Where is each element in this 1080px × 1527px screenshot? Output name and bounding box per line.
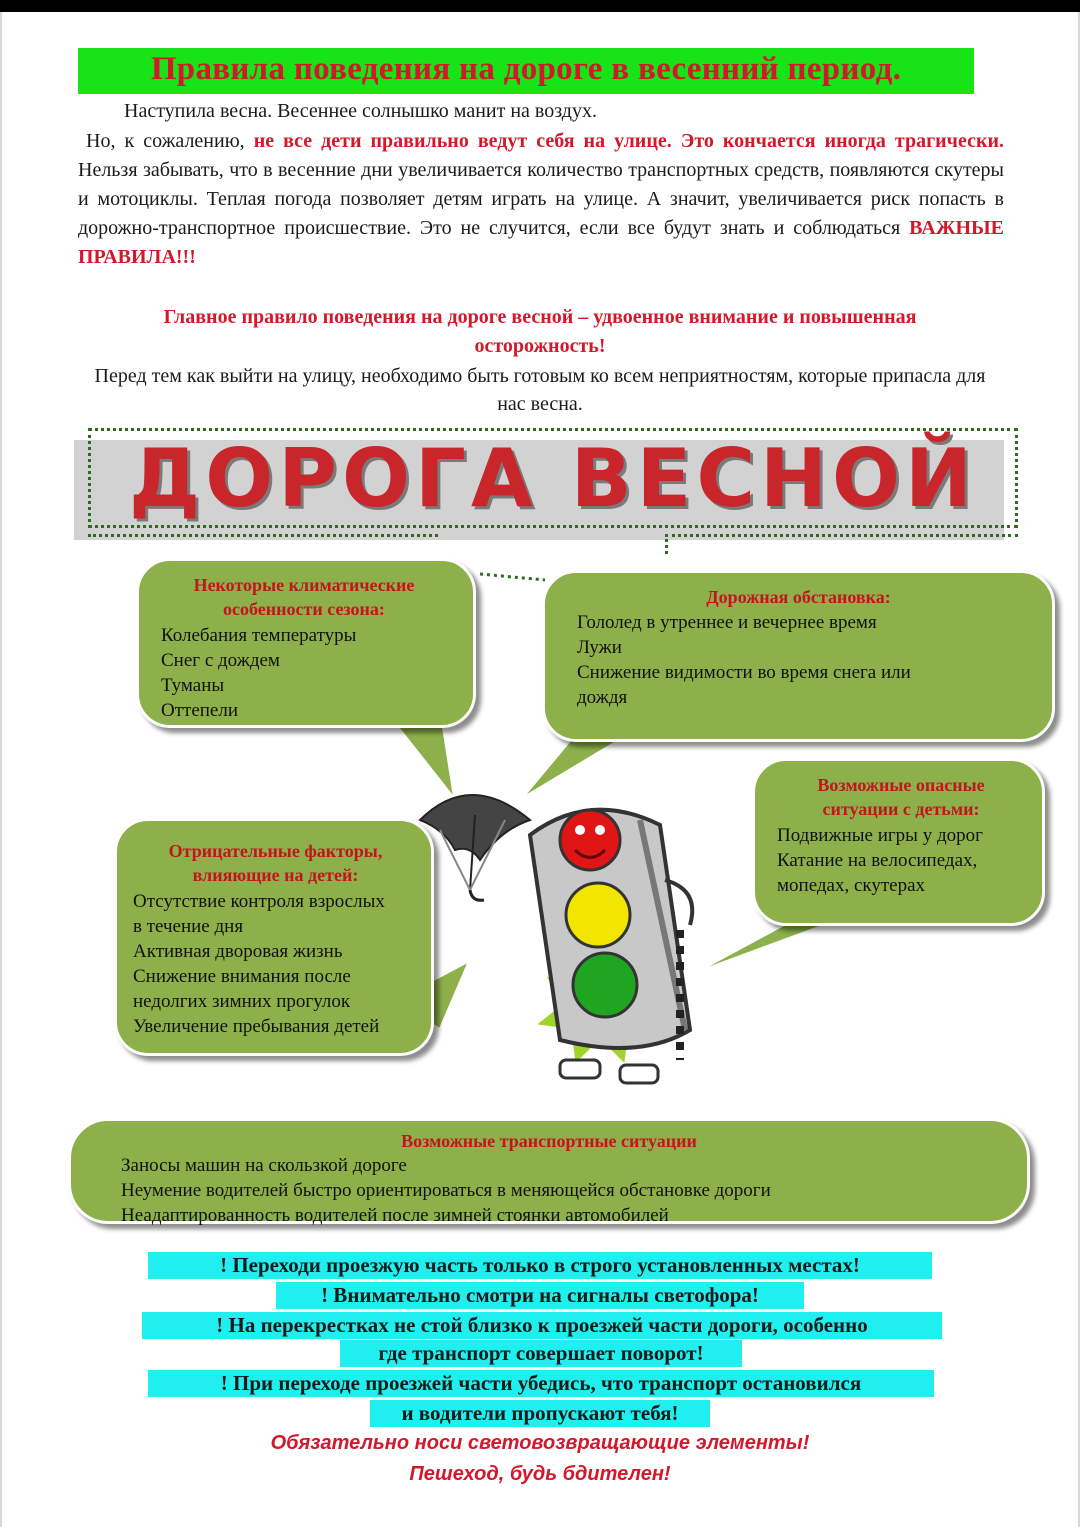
transport-bubble (68, 1118, 1030, 1224)
intro-rest: Нельзя забывать, что в весенние дни увеличивается количество транспортных средств, появляются скутеры и мотоциклы. Теплая погода позволяет детям играть на улице. А значит, увеличивается риск попасть в дорожно-транспортное происшествие. Это не случится, если все будут знать и соблюдаться (78, 159, 1004, 239)
climate-bubble (136, 558, 476, 728)
negative-bubble (114, 818, 434, 1056)
danger-bubble (752, 758, 1045, 926)
negative-heading: Отрицательные факторы, влияющие на детей: (168, 841, 383, 885)
before-text: Перед тем как выйти на улицу, необходимо быть готовым ко всем неприятностям, которые припасла для нас весна. (94, 365, 986, 415)
road-heading: Дорожная обстановка: (706, 587, 891, 607)
intro-red-text: не все дети правильно ведут себя на улице. Это кончается иногда трагически. (253, 130, 1005, 152)
tip-line: ! На перекрестках не стой близко к проезжей части дороги, особенно (142, 1312, 942, 1339)
danger-item: Катание на велосипедах, (777, 850, 978, 871)
transport-heading: Возможные транспортные ситуации (401, 1131, 697, 1151)
negative-item: в течение дня (133, 916, 244, 937)
umbrella-icon (420, 795, 530, 900)
transport-item: Неумение водителей быстро ориентироваться в меняющейся обстановке дороги (121, 1180, 771, 1201)
climate-item: Оттепели (161, 700, 239, 721)
closing-pedestrian: Пешеход, будь бдителен! (409, 1463, 671, 1485)
intro-line: Наступила весна. Весеннее солнышко манит на воздух. (124, 100, 597, 122)
tip-line: ! Переходи проезжую часть только в строго установленных местах! (148, 1252, 932, 1279)
main-rule: Главное правило поведения на дороге весной – удвоенное внимание и повышенная осторожность! (163, 306, 917, 357)
climate-item: Колебания температуры (161, 625, 357, 646)
dotted-connector (480, 574, 545, 580)
road-list (577, 610, 1052, 710)
road-bubble-tail (520, 740, 620, 800)
banner-title: ДОРОГА ВЕСНОЙ (129, 432, 977, 525)
climate-item: Снег с дождем (161, 650, 280, 671)
transport-list (121, 1153, 1027, 1228)
road-item: Гололед в утреннее и вечернее время (577, 612, 877, 633)
transport-item: Заносы машин на скользкой дороге (121, 1155, 407, 1176)
intro-important: ВАЖНЫЕ ПРАВИЛА!!! (78, 217, 1005, 268)
negative-item: Снижение внимания после (133, 966, 351, 987)
danger-item: Подвижные игры у дорог (777, 825, 983, 846)
danger-list (777, 823, 1042, 898)
danger-heading: Возможные опасные ситуации с детьми: (817, 775, 985, 819)
road-bubble (542, 570, 1055, 742)
traffic-light-icon (530, 810, 692, 1083)
climate-heading: Некоторые климатические особенности сезона: (193, 575, 415, 619)
transport-item: Неадаптированность водителей после зимней стоянки автомобилей (121, 1205, 669, 1226)
page-title: Правила поведения на дороге в весенний период. (150, 51, 902, 87)
negative-item: Активная дворовая жизнь (133, 941, 343, 962)
negative-list (133, 889, 431, 1039)
road-item: дождя (577, 687, 628, 708)
closing-reflective: Обязательно носи световозвращающие элементы! (270, 1432, 810, 1454)
climate-item: Туманы (161, 675, 225, 696)
danger-item: мопедах, скутерах (777, 875, 926, 896)
climate-list (161, 623, 473, 723)
tip-line: ! Внимательно смотри на сигналы светофора! (276, 1282, 804, 1309)
tip-line: ! При переходе проезжей части убедись, что транспорт остановился (148, 1370, 934, 1397)
road-item: Лужи (577, 637, 622, 658)
negative-item: недолгих зимних прогулок (133, 991, 351, 1012)
tip-line: где транспорт совершает поворот! (340, 1340, 742, 1367)
tip-line: и водители пропускают тебя! (370, 1400, 710, 1427)
road-item: Снижение видимости во время снега или (577, 662, 911, 683)
intro-start: Но, к сожалению, (86, 130, 245, 152)
negative-item: Увеличение пребывания детей (133, 1016, 380, 1037)
negative-item: Отсутствие контроля взрослых (133, 891, 385, 912)
